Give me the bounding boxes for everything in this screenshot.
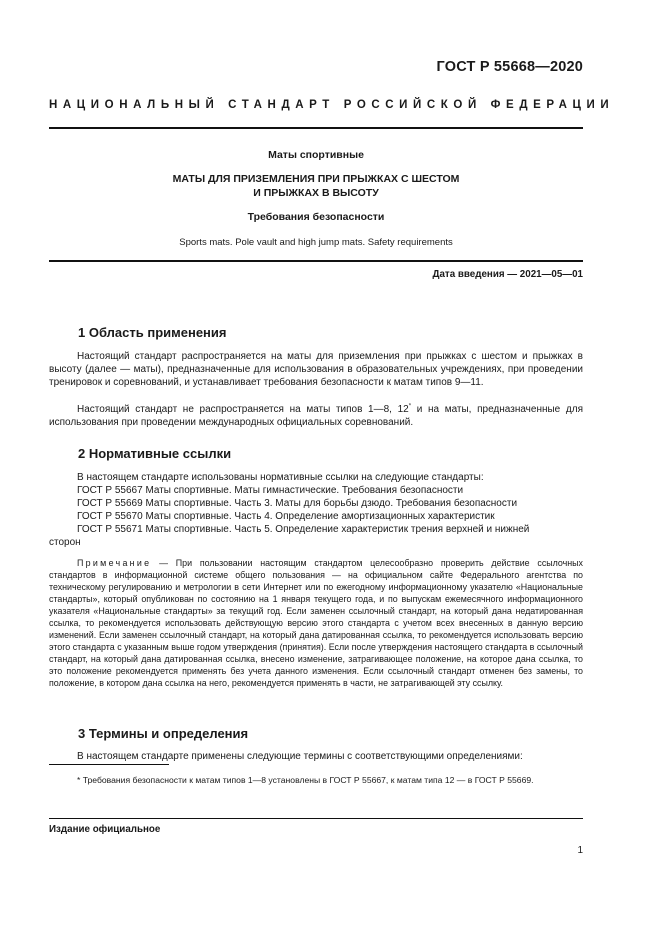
- section-1-paragraph-2-text-a: Настоящий стандарт не распространяется на маты типов 1—8, 12: [77, 404, 409, 415]
- references-intro: В настоящем стандарте использованы нормативные ссылки на следующие стандарты:: [77, 472, 484, 483]
- english-title: Sports mats. Pole vault and high jump mats. Safety requirements: [179, 237, 453, 248]
- reference-item: ГОСТ Р 55667 Маты спортивные. Маты гимнастические. Требования безопасности: [77, 485, 464, 496]
- section-3-heading: 3 Термины и определения: [78, 726, 249, 741]
- top-divider: [49, 127, 583, 129]
- footnote: * Требования безопасности к матам типов 1—8 установлены в ГОСТ Р 55667, к матам типа 12 — в ГОСТ Р 55669.: [77, 775, 534, 785]
- normative-references-list: [49, 471, 583, 549]
- document-subtitle: Требования безопасности: [247, 211, 385, 223]
- section-1-heading: 1 Область применения: [78, 325, 227, 340]
- footnote-divider: [49, 764, 169, 765]
- introduction-date: Дата введения — 2021—05—01: [432, 269, 583, 280]
- section-1-paragraph-2: [49, 403, 583, 429]
- note-label: Примечание: [77, 558, 152, 568]
- page-number: 1: [577, 845, 583, 856]
- document-title: [49, 172, 583, 200]
- reference-item: ГОСТ Р 55669 Маты спортивные. Часть 3. Маты для борьбы дзюдо. Требования безопасности: [77, 498, 518, 509]
- gost-number: ГОСТ Р 55668—2020: [436, 59, 583, 75]
- title-divider: [49, 260, 583, 262]
- reference-item-continuation: сторон: [49, 537, 81, 548]
- official-edition-label: Издание официальное: [49, 824, 161, 835]
- note-text: — При пользовании настоящим стандартом целесообразно проверить действие ссылочных стандартов в информационной системе общего пользования — на официальном сайте Федерального агентства по техническому регулированию и метрологии в сети Интернет или по ежегодному информационному указателю «Национальные стандарты», который опубликован по состоянию на 1 января текущего года, и по выпускам ежемесячного информационного указателя «Национальные стандарты» за текущий год. Если заменен ссылочный стандарт, на который дана недатированная ссылка, то рекомендуется использовать действующую версию этого стандарта с учетом всех внесенных в данную версию изменений. Если заменен ссылочный стандарт, на который дана датированная ссылка, то рекомендуется использовать версию этого стандарта с указанным выше годом утверждения (принятия). Если после утверждения настоящего стандарта в ссылочный стандарт, на который дана датированная ссылка, внесено изменение, затрагивающее положение, на которое дана ссылка, то это положение рекомендуется применять без учета данного изменения. Если ссылочный стандарт отменен без замены, то положение, в котором дана ссылка на него, рекомендуется применять в части, не затрагивающей эту ссылку.: [49, 558, 583, 688]
- references-note: [49, 557, 583, 689]
- document-subject: Маты спортивные: [268, 149, 364, 161]
- footer-divider: [49, 818, 583, 819]
- reference-item: ГОСТ Р 55671 Маты спортивные. Часть 5. Определение характеристик трения верхней и нижней: [77, 524, 530, 535]
- reference-item: ГОСТ Р 55670 Маты спортивные. Часть 4. Определение амортизационных характеристик: [77, 511, 495, 522]
- section-1-paragraph-2-text-b: и на маты, предназначенные для использования при проведении международных официальных соревнований.: [49, 404, 583, 428]
- footnote-marker[interactable]: *: [408, 403, 412, 410]
- document-title-line1: МАТЫ ДЛЯ ПРИЗЕМЛЕНИЯ ПРИ ПРЫЖКАХ С ШЕСТОМ: [172, 173, 460, 185]
- national-standard-header: НАЦИОНАЛЬНЫЙ СТАНДАРТ РОССИЙСКОЙ ФЕДЕРАЦИИ: [49, 99, 615, 111]
- section-1-paragraph-1: Настоящий стандарт распространяется на маты для приземления при прыжках с шестом и прыжках в высоту (далее — маты), предназначенные для использования в образовательных учреждениях, при проведении тренировок и соревнований, и устанавливает требования безопасности к матам типов 9—11.: [49, 351, 583, 388]
- document-title-line2: И ПРЫЖКАХ В ВЫСОТУ: [253, 187, 379, 199]
- section-2-heading: 2 Нормативные ссылки: [78, 446, 232, 461]
- section-3-intro: В настоящем стандарте применены следующие термины с соответствующими определениями:: [77, 751, 523, 762]
